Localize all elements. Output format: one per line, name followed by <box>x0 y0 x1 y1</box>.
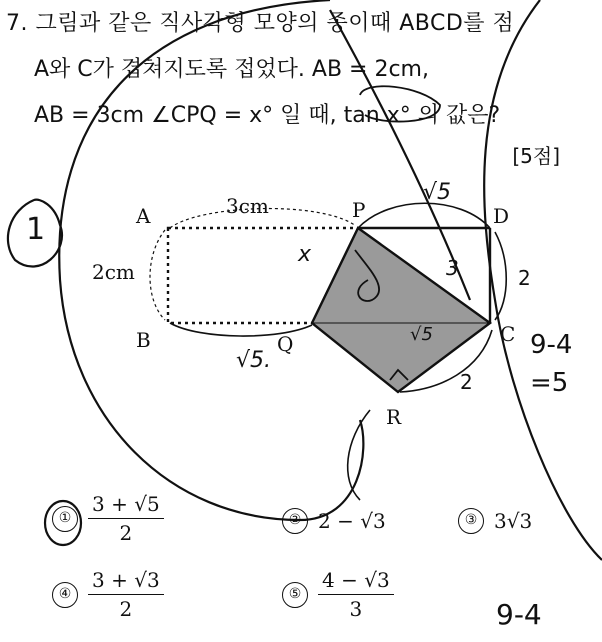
choice-1-fraction <box>88 492 164 545</box>
problem-line-3: AB = 3cm ∠CPQ = x° 일 때, tan x° 의 값은? <box>34 103 501 128</box>
choice-1-numerator: 3 + √5 <box>88 492 164 519</box>
arc-pd <box>358 203 490 228</box>
vertex-c-label: C <box>500 322 516 346</box>
choice-4-number: ④ <box>52 582 78 608</box>
choice-4-numerator: 3 + √3 <box>88 568 164 595</box>
choice-5-numerator: 4 − √3 <box>318 568 394 595</box>
vertex-r-label: R <box>386 405 402 429</box>
hand-two-bottom: 2 <box>460 370 473 394</box>
choice-3-number: ③ <box>458 508 484 534</box>
hand-sqrt5-top: √5 <box>423 180 452 205</box>
choice-2-number: ② <box>282 508 308 534</box>
hand-x-mark: x <box>298 242 312 267</box>
choice-5[interactable] <box>282 568 394 621</box>
problem-line-2: A와 C가 겹쳐지도록 접었다. AB = 2cm, <box>34 57 429 82</box>
hand-sqrt5-mid: √5 <box>410 324 433 345</box>
hand-one: 1 <box>26 212 46 247</box>
folded-shaded-region <box>312 228 490 392</box>
handwritten-right-curve <box>484 0 602 560</box>
choice-1[interactable] <box>52 492 164 545</box>
choice-3-text: 3√3 <box>494 509 533 533</box>
choice-1-denominator: 2 <box>119 521 133 545</box>
vertex-p-label: P <box>352 198 366 222</box>
choice-3[interactable] <box>458 508 532 534</box>
arc-under-r <box>348 410 370 500</box>
length-2cm-label: 2cm <box>92 260 135 284</box>
vertex-a-label: A <box>136 204 151 228</box>
choice-2[interactable] <box>282 508 386 534</box>
choice-5-number: ⑤ <box>282 582 308 608</box>
vertex-b-label: B <box>136 328 151 352</box>
points-label: [5점] <box>512 144 560 168</box>
choice-4-denominator: 2 <box>119 597 133 621</box>
hand-calc-1: 9-4 <box>530 330 573 360</box>
choice-5-fraction <box>318 568 394 621</box>
hand-three: 3 <box>446 256 459 280</box>
arc-circle-note <box>360 86 440 121</box>
vertex-q-label: Q <box>277 332 294 356</box>
problem-line-1: 7. 그림과 같은 직사각형 모양의 종이때 ABCD를 점 <box>6 11 515 36</box>
choice-4[interactable] <box>52 568 164 621</box>
arc-2cm <box>150 230 165 320</box>
choice-4-fraction <box>88 568 164 621</box>
choice-1-number: ① <box>52 506 78 532</box>
hand-sqrt5-left: √5. <box>236 348 272 373</box>
length-3cm-label: 3cm <box>226 194 269 218</box>
hand-calc-3: 9-4 <box>496 598 542 631</box>
vertex-d-label: D <box>493 204 510 228</box>
choice-5-denominator: 3 <box>349 597 363 621</box>
choice-2-text: 2 − √3 <box>318 509 386 533</box>
hand-two-right: 2 <box>518 266 531 290</box>
hand-calc-2: =5 <box>530 368 569 398</box>
